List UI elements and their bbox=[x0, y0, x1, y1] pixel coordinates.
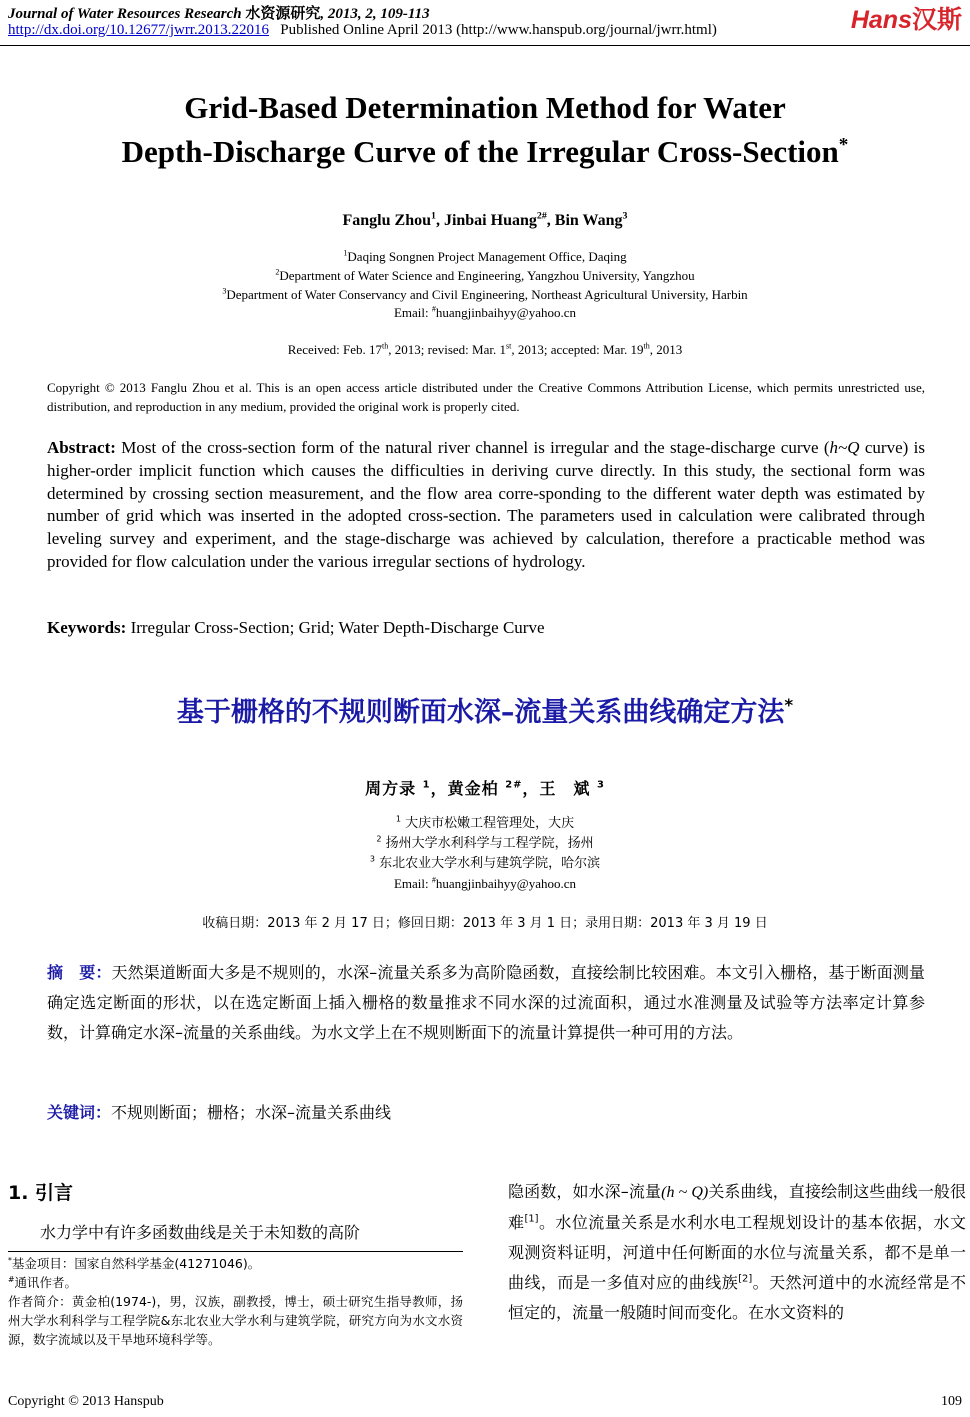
citation-ref[interactable]: [1] bbox=[524, 1213, 539, 1225]
doi-link[interactable]: http://dx.doi.org/10.12677/jwrr.2013.22016 bbox=[8, 22, 269, 38]
email-line: Email: #huangjinbaihyy@yahoo.cn bbox=[393, 304, 577, 320]
footnote-corresponding: #通讯作者。 bbox=[8, 1274, 78, 1290]
paper-title-cn: 基于栅格的不规则断面水深–流量关系曲线确定方法* bbox=[176, 695, 794, 728]
author-list: Fanglu Zhou$^1$, Jinbai Huang$^{2\#}$, Bin Wang$^3$ bbox=[342, 210, 628, 229]
header-divider bbox=[0, 45, 970, 46]
equation-h-q: (h ~ Q) bbox=[661, 1184, 709, 1201]
intro-paragraph-right: 隐函数，如水深–流量(h ~ Q)关系曲线，直接绘制这些曲线一般很难[1]。水位流量关系是水利水电工程规划设计的基本依据，水文观测资料证明，河道中任何断面的水位与流量关系，都不是单一曲线，而是一多值对应的曲线族[2]。天然河道中的水流经常是不恒定的，流量一般随时间而变化。在水文资料的 bbox=[508, 1182, 966, 1322]
page-number: 109 bbox=[941, 1394, 962, 1409]
author-list-cn: 周方录 $^1$，黄金柏 $^{2\#}$，王 斌 $^3$ bbox=[365, 779, 605, 798]
doi-line bbox=[8, 22, 717, 39]
footer-copyright: Copyright © 2013 Hanspub bbox=[8, 1394, 164, 1409]
footnote-funding: *基金项目：国家自然科学基金(41271046)。 bbox=[8, 1255, 261, 1271]
email-line-cn: Email: #huangjinbaihyy@yahoo.cn bbox=[393, 875, 577, 891]
email-address-cn[interactable]: huangjinbaihyy@yahoo.cn bbox=[435, 876, 577, 891]
keywords-cn: 关键词：不规则断面；栅格；水深–流量关系曲线 bbox=[47, 1103, 392, 1122]
keywords-en: Keywords: Irregular Cross-Section; Grid; Water Depth-Discharge Curve bbox=[47, 618, 545, 637]
footnote-divider bbox=[8, 1251, 463, 1252]
received-dates: Received: Feb. 17th, 2013; revised: Mar. 1st, 2013; accepted: Mar. 19th, 2013 bbox=[287, 341, 683, 357]
affiliation: $^1$Daqing Songnen Project Management Office, Daqing bbox=[343, 248, 627, 264]
affiliation: $^3$Department of Water Conservancy and Civil Engineering, Northeast Agricultural University, Harbin bbox=[222, 286, 748, 302]
affiliation-cn: $^1$ 大庆市松嫩工程管理处，大庆 bbox=[395, 814, 575, 831]
abstract-en: Abstract: Most of the cross-section form of the natural river channel is irregular and the stage-discharge curve (h~Q curve) is higher-order implicit function which causes the difficulties in deriving curve directly. In this study, the sectional form was determined by crossing section measurement, and the flow area corre-sponding to the different water depth was estimated by number of grid which was inserted in the adopted cross-section. The parameters used in calculation were calibrated through leveling survey and experiment, and the stage-discharge was achieved by calculation, therefore a practicable method was provided for flow calculation under the various irregular sections of hydrology. bbox=[47, 438, 925, 571]
affiliation: $^2$Department of Water Science and Engineering, Yangzhou University, Yangzhou bbox=[275, 267, 695, 283]
abstract-label-cn: 摘 要： bbox=[47, 963, 112, 982]
affiliation-cn: $^2$ 扬州大学水利科学与工程学院，扬州 bbox=[376, 834, 594, 851]
intro-paragraph-left: 水力学中有许多函数曲线是关于未知数的高阶 bbox=[40, 1223, 361, 1242]
abstract-cn: 摘 要：天然渠道断面大多是不规则的，水深–流量关系多为高阶隐函数，直接绘制比较困难。本文引入栅格，基于断面测量确定选定断面的形状，以在选定断面上插入栅格的数量推求不同水深的过流面积，通过水准测量及试验等方法率定计算参数，计算确定水深–流量的关系曲线。为水文学上在不规则断面下的流量计算提供一种可用的方法。 bbox=[47, 963, 925, 1042]
footnote-bio: 作者简介：黄金柏(1974-)，男，汉族，副教授，博士，硕士研究生指导教师，扬州大学水利科学与工程学院&东北农业大学水利与建筑学院，研究方向为水文水资源，数字流域以及干旱地环境科学等。 bbox=[8, 1294, 463, 1347]
paper-title: Grid-Based Determination Method for Water Depth-Discharge Curve of the Irregular Cross-Section* bbox=[121, 90, 849, 169]
citation-ref[interactable]: [2] bbox=[738, 1273, 753, 1285]
affiliation-cn: $^3$ 东北农业大学水利与建筑学院，哈尔滨 bbox=[369, 854, 601, 871]
email-address[interactable]: huangjinbaihyy@yahoo.cn bbox=[435, 305, 577, 320]
published-online: Published Online April 2013 (http://www.hanspub.org/journal/jwrr.html) bbox=[280, 22, 717, 38]
abstract-label: Abstract: bbox=[47, 438, 116, 457]
section-heading: 1. 引言 bbox=[8, 1182, 74, 1204]
copyright-notice: Copyright © 2013 Fanglu Zhou et al. This is an open access article distributed under the Creative Commons Attribution License, which permits unrestricted use, distribution, and reproduction in any medium, provided the original work is properly cited. bbox=[47, 380, 925, 414]
publisher-logo: Hans汉斯 bbox=[850, 6, 962, 34]
received-dates-cn: 收稿日期：2013 年 2 月 17 日；修回日期：2013 年 3 月 1 日；录用日期：2013 年 3 月 19 日 bbox=[202, 916, 768, 931]
footnotes bbox=[8, 1254, 463, 1349]
journal-header: Journal of Water Resources Research 水资源研究, 2013, 2, 109-113 bbox=[8, 6, 430, 22]
